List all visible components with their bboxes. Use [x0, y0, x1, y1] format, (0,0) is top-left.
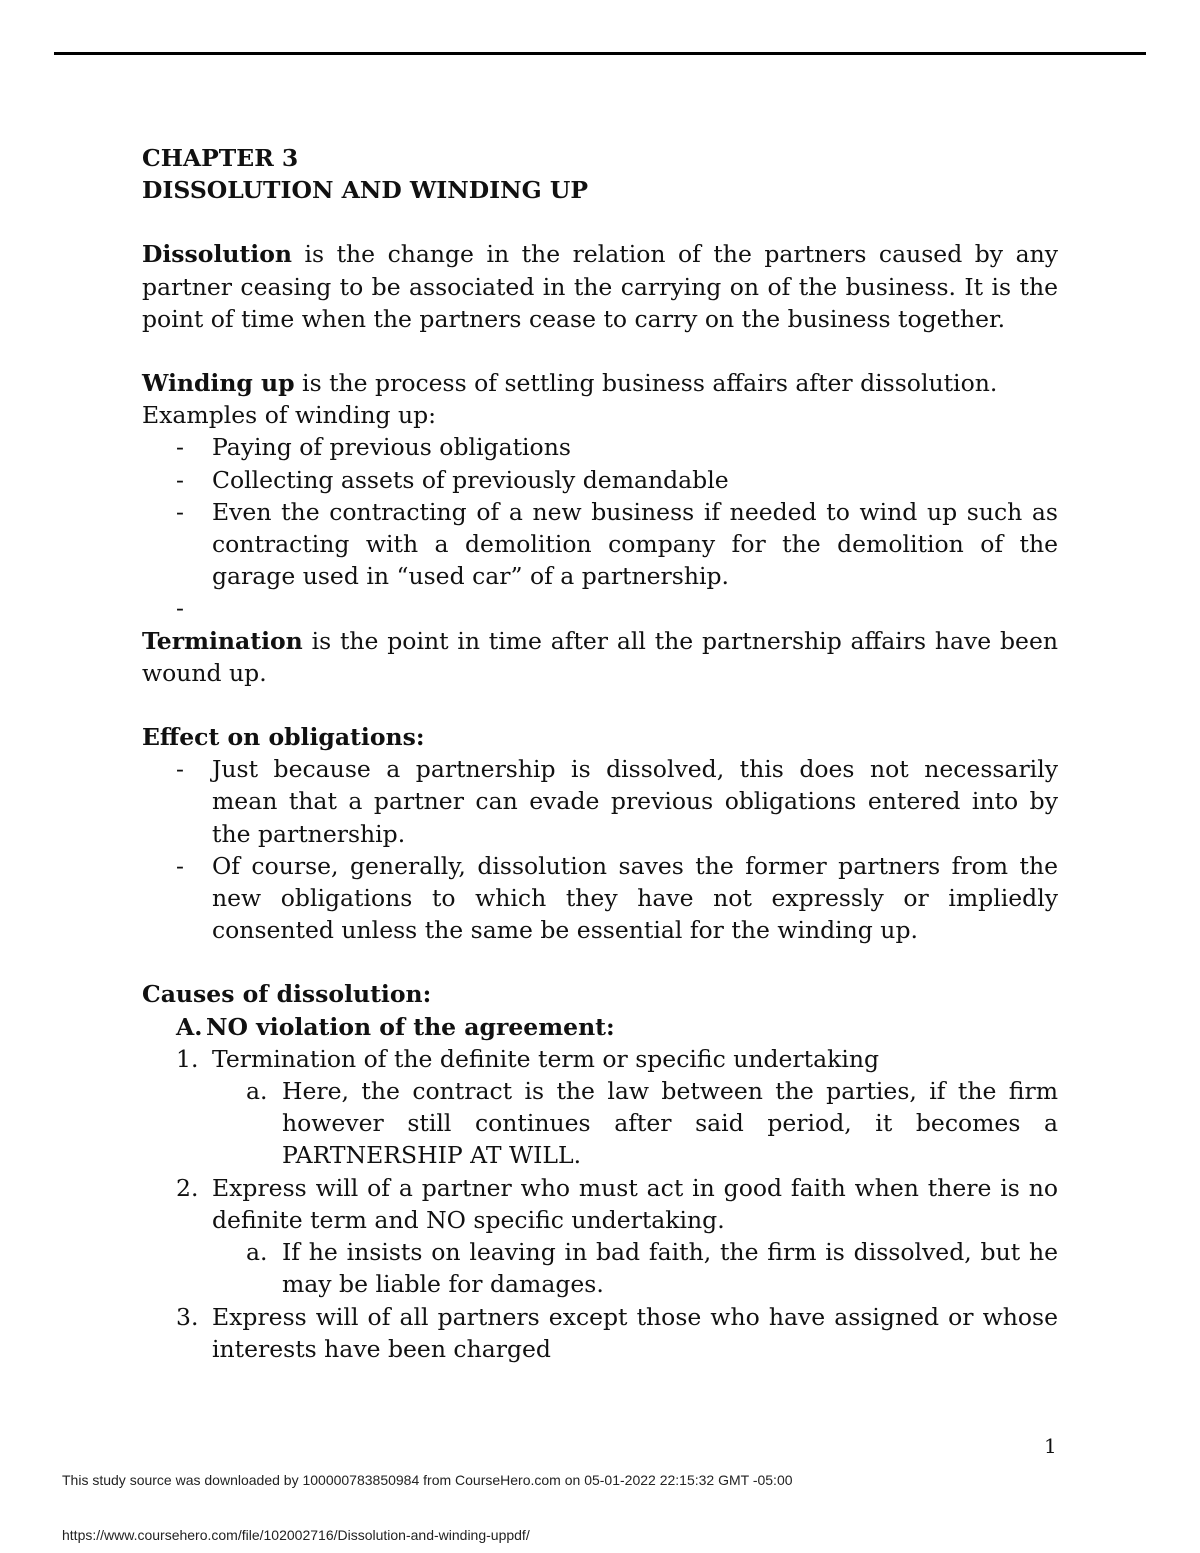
numbered-item: [142, 1301, 1058, 1365]
dash-bullet: -: [176, 594, 184, 623]
termination-term: Termination: [142, 626, 303, 655]
list-item: [142, 753, 1058, 850]
chapter-label: CHAPTER 3: [142, 144, 299, 172]
section-a: [142, 1011, 1058, 1043]
winding-up-term: Winding up: [142, 369, 295, 398]
sub-item-text: If he insists on leaving in bad faith, the firm is dissolved, but he may be liable for damages.: [282, 1238, 1058, 1299]
numbered-item: [142, 1172, 1058, 1236]
sub-item-letter: a.: [246, 1238, 268, 1267]
list-item-text: Paying of previous obligations: [212, 433, 571, 462]
item-number: 2.: [176, 1173, 199, 1202]
dash-bullet: -: [176, 465, 184, 494]
item-number: 3.: [176, 1302, 199, 1331]
numbered-item-text: Express will of a partner who must act in good faith when there is no definite term and NO specific undertaking.: [212, 1173, 1058, 1234]
dash-bullet: -: [176, 851, 184, 880]
list-item-text: Of course, generally, dissolution saves the former partners from the new obligations to which they have not expressly or impliedly consented unless the same be essential for the winding up.: [212, 851, 1058, 945]
list-item-text: Collecting assets of previously demandable: [212, 465, 729, 494]
dissolution-term: Dissolution: [142, 240, 292, 269]
dash-bullet: -: [176, 755, 184, 784]
list-item-empty: [142, 592, 1058, 624]
section-a-marker: A.: [176, 1012, 203, 1041]
sub-item: [142, 1075, 1058, 1172]
dash-bullet: -: [176, 497, 184, 526]
causes-heading: Causes of dissolution:: [142, 980, 432, 1009]
top-rule: [54, 52, 1146, 55]
sub-item: [142, 1236, 1058, 1300]
sub-item-text: Here, the contract is the law between the parties, if the firm however still continues after said period, it becomes a PARTNERSHIP AT WILL.: [282, 1077, 1058, 1170]
sub-item-letter: a.: [246, 1077, 268, 1106]
dissolution-text: is the change in the relation of the partners caused by any partner ceasing to be associated in the carrying on of the business. It is the point of time when the partners cease to carry on the business together.: [142, 240, 1058, 333]
list-item-text: Even the contracting of a new business if needed to wind up such as contracting with a demolition company for the demolition of the garage used in “used car” of a partnership.: [212, 497, 1058, 591]
dash-bullet: -: [176, 433, 184, 462]
termination-text: is the point in time after all the partnership affairs have been wound up.: [142, 626, 1058, 687]
numbered-item: [142, 1043, 1058, 1075]
list-item: [142, 464, 1058, 496]
winding-up-definition: [142, 367, 1058, 399]
numbered-item-text: Express will of all partners except those who have assigned or whose interests have been charged: [212, 1302, 1058, 1363]
list-item: [142, 496, 1058, 593]
list-item-text: Just because a partnership is dissolved, this does not necessarily mean that a partner can evade previous obligations entered into by the partnership.: [212, 755, 1058, 848]
winding-up-text: is the process of settling business affairs after dissolution.: [294, 369, 998, 398]
section-a-title: NO violation of the agreement:: [206, 1012, 615, 1041]
page-number: 1: [1044, 1434, 1057, 1458]
list-item: [142, 431, 1058, 463]
source-url[interactable]: https://www.coursehero.com/file/102002716/Dissolution-and-winding-uppdf/: [62, 1527, 530, 1543]
termination-definition: [142, 625, 1058, 689]
item-number: 1.: [176, 1044, 199, 1073]
download-note: This study source was downloaded by 100000783850984 from CourseHero.com on 05-01-2022 22:15:32 GMT -05:00: [62, 1472, 793, 1488]
chapter-title: DISSOLUTION AND WINDING UP: [142, 176, 589, 205]
dissolution-definition: [142, 238, 1058, 335]
winding-up-examples-intro: Examples of winding up:: [142, 401, 437, 430]
list-item: [142, 850, 1058, 947]
document-body: [142, 142, 1058, 1365]
effect-heading: Effect on obligations:: [142, 723, 425, 752]
numbered-item-text: Termination of the definite term or specific undertaking: [212, 1044, 880, 1073]
